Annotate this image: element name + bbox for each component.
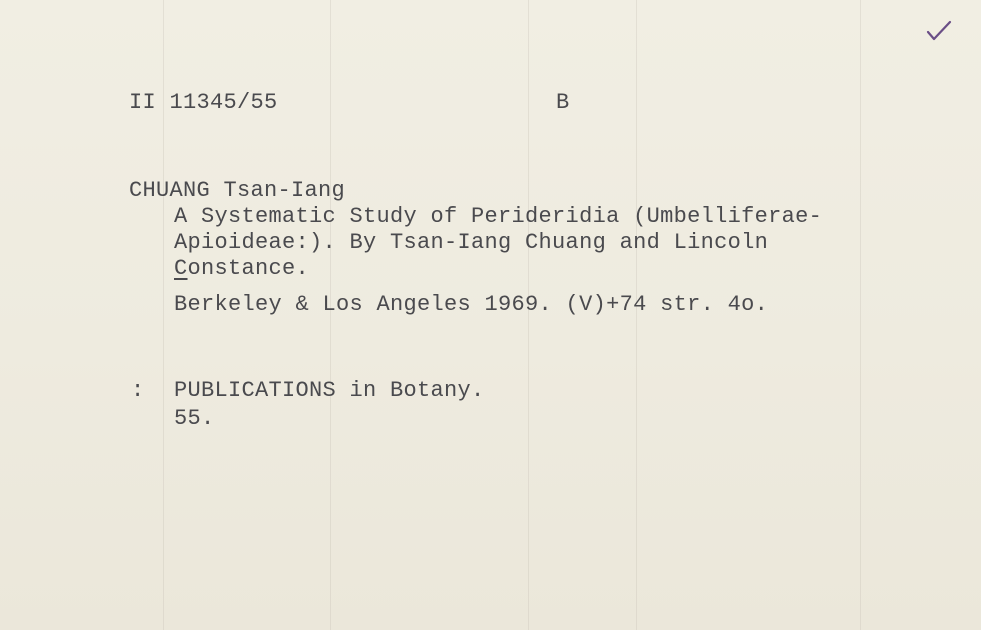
underlined-initial: C — [174, 256, 188, 281]
title-line-2: Apioideae:). By Tsan-Iang Chuang and Lincoln — [174, 230, 769, 255]
section-letter: B — [556, 90, 570, 115]
imprint: Berkeley & Los Angeles 1969. (V)+74 str. 4o. — [174, 292, 769, 317]
author-heading: CHUANG Tsan-Iang — [129, 178, 346, 203]
paper-streak — [860, 0, 861, 630]
series-number: 55. — [174, 406, 215, 431]
title-line-3 — [174, 256, 309, 282]
title-line-3-rest: onstance. — [187, 256, 310, 281]
call-number: II 11345/55 — [129, 90, 278, 115]
check-mark-icon — [926, 20, 952, 44]
series-title: PUBLICATIONS in Botany. — [174, 378, 485, 403]
title-line-1: A Systematic Study of Perideridia (Umbelliferae- — [174, 204, 823, 229]
series-colon: : — [131, 378, 145, 403]
